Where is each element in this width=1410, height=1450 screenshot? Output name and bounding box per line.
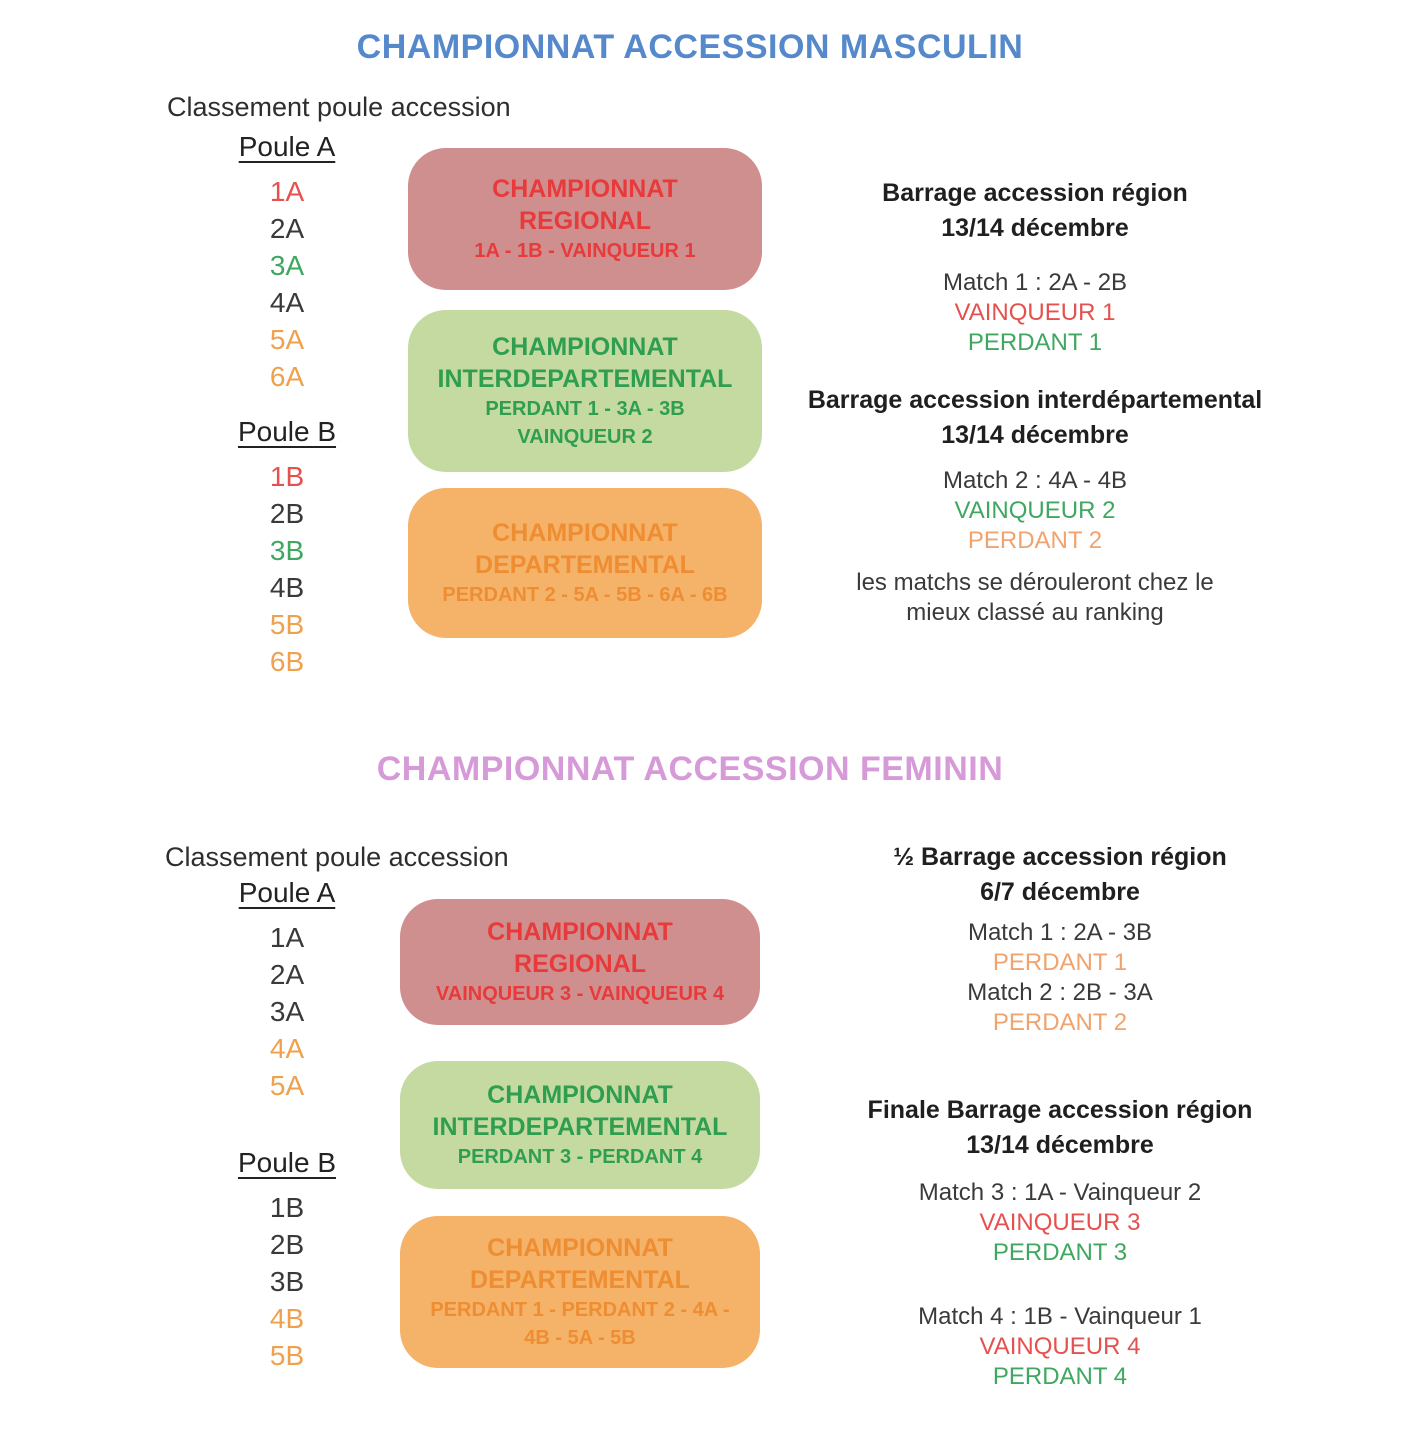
vainqueur-line: VAINQUEUR 1	[954, 299, 1116, 326]
poule-entry-3a: 3A	[269, 996, 305, 1027]
barrage-interdep-heading	[770, 383, 1300, 453]
finale-barrage-heading	[830, 1093, 1290, 1163]
box-participants: PERDANT 3 - PERDANT 4	[457, 1146, 703, 1168]
box-title-line: DEPARTEMENTAL	[475, 551, 695, 579]
vainqueur-line: VAINQUEUR 4	[979, 1333, 1141, 1360]
box-participants: 4B - 5A - 5B	[524, 1327, 636, 1349]
barrage-region-heading	[770, 176, 1300, 246]
box-participants: 1A - 1B - VAINQUEUR 1	[474, 240, 696, 262]
heading-line: Barrage accession région	[882, 179, 1188, 207]
match-line: Match 3 : 1A - Vainqueur 2	[918, 1179, 1202, 1206]
poule-entry-4a: 4A	[269, 1033, 305, 1064]
box-participants: PERDANT 2 - 5A - 5B - 6A - 6B	[442, 584, 728, 606]
box-championnat-departemental	[400, 1216, 760, 1368]
masculin-section-title: CHAMPIONNAT ACCESSION MASCULIN	[356, 28, 1024, 66]
poule-a-label: Poule A	[238, 131, 336, 162]
match-line: Match 2 : 4A - 4B	[942, 467, 1128, 494]
feminin-section-title: CHAMPIONNAT ACCESSION FEMININ	[376, 750, 1004, 788]
poule-entry-1b: 1B	[269, 1192, 305, 1223]
poule-entry-2a: 2A	[269, 959, 305, 990]
barrage-info-masculin	[770, 176, 1300, 628]
heading-date: 13/14 décembre	[941, 421, 1129, 449]
championnat-boxes-feminin	[400, 899, 760, 1368]
box-title-line: REGIONAL	[519, 207, 651, 235]
box-title-line: CHAMPIONNAT	[487, 1234, 673, 1262]
box-championnat-departemental	[408, 488, 762, 638]
poule-entry-3a: 3A	[269, 250, 305, 281]
box-participants: VAINQUEUR 3 - VAINQUEUR 4	[435, 983, 725, 1005]
heading-date: 13/14 décembre	[966, 1131, 1154, 1159]
box-title-line: INTERDEPARTEMENTAL	[437, 365, 733, 393]
poule-entry-2b: 2B	[269, 498, 305, 529]
poule-entry-1b: 1B	[269, 461, 305, 492]
heading-line: Finale Barrage accession région	[867, 1096, 1253, 1124]
match-3-block	[830, 1178, 1290, 1268]
box-participants: PERDANT 1 - 3A - 3B	[485, 398, 685, 420]
poule-entry-5a: 5A	[269, 324, 305, 355]
poule-entry-3b: 3B	[269, 535, 305, 566]
match-line: Match 1 : 2A - 3B	[967, 919, 1153, 946]
poule-entry-5b: 5B	[269, 609, 305, 640]
note-line: les matchs se dérouleront chez le	[856, 569, 1214, 596]
championnat-boxes-masculin	[408, 148, 762, 638]
perdant-line: PERDANT 2	[992, 1009, 1128, 1036]
heading-date: 6/7 décembre	[980, 878, 1140, 906]
box-championnat-interdepartemental	[408, 310, 762, 472]
poule-a-label: Poule A	[238, 877, 336, 908]
poule-entry-2a: 2A	[269, 213, 305, 244]
perdant-line: PERDANT 2	[967, 527, 1103, 554]
box-participants: VAINQUEUR 2	[517, 426, 653, 448]
vainqueur-line: VAINQUEUR 2	[954, 497, 1116, 524]
perdant-line: PERDANT 1	[992, 949, 1128, 976]
box-title-line: CHAMPIONNAT	[492, 519, 678, 547]
box-championnat-regional	[408, 148, 762, 290]
match-line: Match 1 : 2A - 2B	[942, 269, 1128, 296]
poule-entry-1a: 1A	[269, 176, 305, 207]
box-title-line: DEPARTEMENTAL	[470, 1266, 690, 1294]
match-4-block	[830, 1302, 1290, 1392]
poule-entry-4b: 4B	[269, 572, 305, 603]
demi-barrage-heading	[830, 840, 1290, 910]
match-1-block	[770, 268, 1300, 358]
vainqueur-line: VAINQUEUR 3	[979, 1209, 1141, 1236]
box-title-line: CHAMPIONNAT	[492, 175, 678, 203]
poule-entry-4b: 4B	[269, 1303, 305, 1334]
classement-label-masculin: Classement poule accession	[167, 92, 511, 122]
poule-entry-6a: 6A	[269, 361, 305, 392]
heading-line: ½ Barrage accession région	[893, 843, 1227, 871]
heading-date: 13/14 décembre	[941, 214, 1129, 242]
perdant-line: PERDANT 3	[992, 1239, 1128, 1266]
box-championnat-interdepartemental	[400, 1061, 760, 1189]
perdant-line: PERDANT 1	[967, 329, 1103, 356]
poule-b-label: Poule B	[237, 1147, 337, 1178]
match-2-block	[770, 466, 1300, 556]
classement-label-feminin: Classement poule accession	[165, 842, 509, 872]
box-title-line: CHAMPIONNAT	[492, 333, 678, 361]
demi-finale-matches-block	[830, 918, 1290, 1038]
box-championnat-regional	[400, 899, 760, 1025]
barrage-info-feminin	[830, 840, 1290, 1392]
note-line: mieux classé au ranking	[906, 599, 1164, 626]
poule-entry-5a: 5A	[269, 1070, 305, 1101]
poule-entry-6b: 6B	[269, 646, 305, 677]
box-title-line: REGIONAL	[514, 950, 646, 978]
poules-feminin	[212, 876, 362, 1374]
poules-masculin	[212, 130, 362, 680]
poule-entry-3b: 3B	[269, 1266, 305, 1297]
box-title-line: CHAMPIONNAT	[487, 918, 673, 946]
perdant-line: PERDANT 4	[992, 1363, 1128, 1390]
poule-entry-2b: 2B	[269, 1229, 305, 1260]
heading-line: Barrage accession interdépartemental	[807, 386, 1263, 414]
poule-entry-1a: 1A	[269, 922, 305, 953]
box-title-line: INTERDEPARTEMENTAL	[432, 1113, 728, 1141]
ranking-note	[770, 568, 1300, 628]
match-line: Match 2 : 2B - 3A	[967, 979, 1153, 1006]
box-participants: PERDANT 1 - PERDANT 2 - 4A -	[430, 1299, 730, 1321]
poule-b-label: Poule B	[237, 416, 337, 447]
poule-entry-5b: 5B	[269, 1340, 305, 1371]
box-title-line: CHAMPIONNAT	[487, 1081, 673, 1109]
poule-entry-4a: 4A	[269, 287, 305, 318]
match-line: Match 4 : 1B - Vainqueur 1	[918, 1303, 1202, 1330]
